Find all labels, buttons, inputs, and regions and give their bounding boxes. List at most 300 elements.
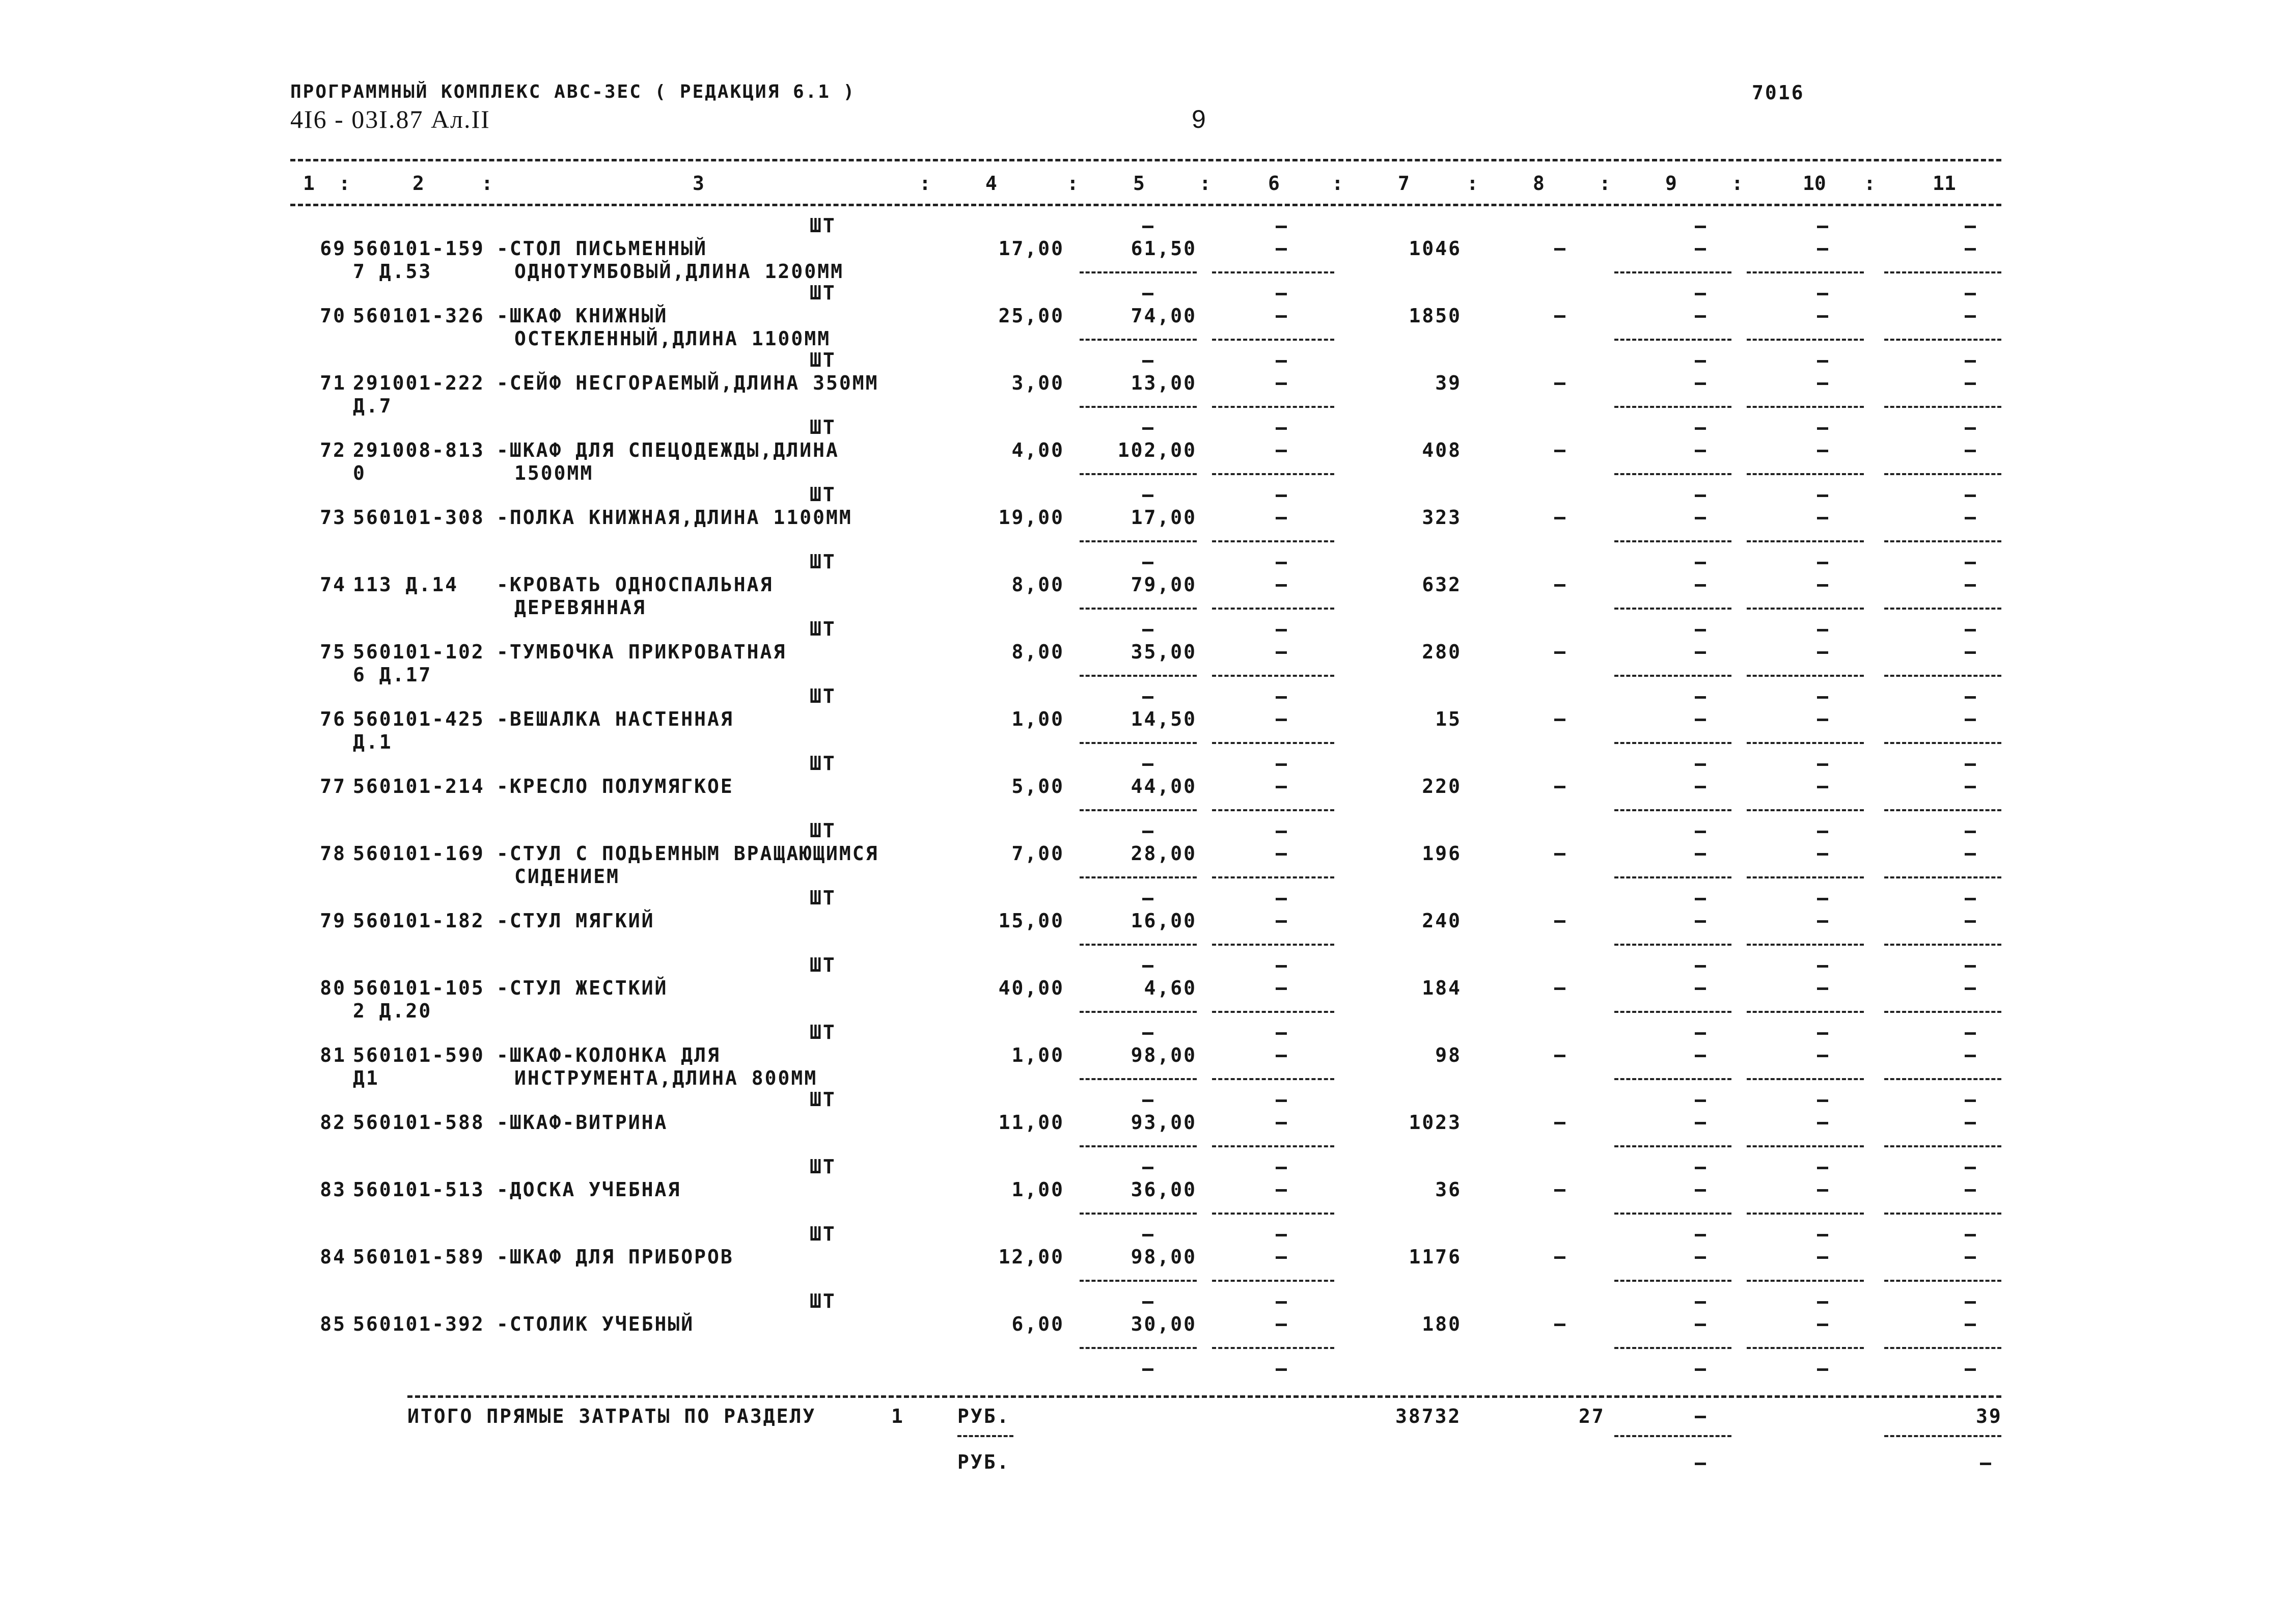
row-underline bbox=[1884, 876, 2001, 878]
empty-mark bbox=[1817, 1234, 1828, 1236]
row-underline bbox=[1747, 1145, 1864, 1147]
row-underline bbox=[1212, 675, 1334, 677]
total-cost: 15 bbox=[1435, 708, 1462, 730]
total-cost: 36 bbox=[1435, 1178, 1462, 1201]
row-underline bbox=[1884, 944, 2001, 946]
empty-mark bbox=[1276, 1234, 1287, 1236]
empty-mark bbox=[1965, 920, 1976, 923]
unit-price: 36,00 bbox=[1131, 1178, 1197, 1201]
empty-mark bbox=[1554, 920, 1565, 923]
unit-price: 93,00 bbox=[1131, 1111, 1197, 1134]
unit-label: ШТ bbox=[810, 819, 836, 842]
empty-mark bbox=[1276, 965, 1287, 968]
empty-mark bbox=[1276, 1055, 1287, 1057]
unit-label: ШТ bbox=[810, 1223, 836, 1245]
empty-mark bbox=[1695, 1099, 1706, 1102]
item-code: 560101-169 bbox=[353, 842, 485, 865]
empty-mark bbox=[1817, 1122, 1828, 1124]
empty-mark bbox=[1817, 719, 1828, 721]
row-number: 76 bbox=[320, 708, 346, 730]
row-underline bbox=[1080, 406, 1197, 408]
row-underline bbox=[1212, 944, 1334, 946]
empty-mark bbox=[1965, 562, 1976, 564]
empty-mark bbox=[1817, 1368, 1828, 1371]
row-underline bbox=[1747, 675, 1864, 677]
empty-mark bbox=[1965, 517, 1976, 519]
empty-mark bbox=[1965, 1122, 1976, 1124]
item-code: 560101-588 bbox=[353, 1111, 485, 1134]
row-underline bbox=[1614, 1011, 1731, 1013]
empty-mark bbox=[1817, 293, 1828, 295]
quantity: 19,00 bbox=[998, 506, 1064, 529]
empty-mark bbox=[1276, 763, 1287, 766]
unit-price: 44,00 bbox=[1131, 775, 1197, 797]
column-header-3: 3 bbox=[693, 172, 704, 195]
empty-mark bbox=[1276, 987, 1287, 990]
empty-mark bbox=[1817, 651, 1828, 654]
total-cost: 632 bbox=[1422, 573, 1462, 596]
unit-price: 74,00 bbox=[1131, 305, 1197, 327]
row-underline bbox=[1080, 339, 1197, 341]
empty-mark bbox=[1276, 293, 1287, 295]
quantity: 17,00 bbox=[998, 237, 1064, 260]
row-underline bbox=[1212, 1213, 1334, 1215]
item-name: -ВЕШАЛКА НАСТЕННАЯ bbox=[497, 708, 734, 730]
empty-mark bbox=[1817, 1167, 1828, 1169]
row-underline bbox=[1747, 1280, 1864, 1282]
empty-mark bbox=[1554, 1324, 1565, 1326]
empty-mark bbox=[1817, 584, 1828, 587]
header-rule-top bbox=[290, 159, 2001, 161]
empty-mark bbox=[1817, 831, 1828, 833]
empty-mark bbox=[1554, 382, 1565, 385]
empty-mark bbox=[1965, 987, 1976, 990]
row-underline bbox=[1614, 809, 1731, 811]
total-cost: 98 bbox=[1435, 1044, 1462, 1066]
unit-label: ШТ bbox=[810, 282, 836, 304]
row-underline bbox=[1212, 742, 1334, 744]
column-header-7: 7 bbox=[1398, 172, 1410, 195]
summary-unit-2: РУБ. bbox=[957, 1451, 1010, 1473]
row-underline bbox=[1080, 1145, 1197, 1147]
item-code-suffix: Д.7 bbox=[353, 395, 393, 417]
empty-mark bbox=[1965, 293, 1976, 295]
row-number: 70 bbox=[320, 305, 346, 327]
item-code: 560101-308 bbox=[353, 506, 485, 529]
empty-mark bbox=[1965, 382, 1976, 385]
empty-mark bbox=[1965, 1324, 1976, 1326]
empty-mark bbox=[1142, 696, 1153, 699]
empty-mark bbox=[1695, 831, 1706, 833]
empty-mark bbox=[1276, 898, 1287, 900]
unit-price: 16,00 bbox=[1131, 910, 1197, 932]
empty-mark bbox=[1695, 1368, 1706, 1371]
empty-mark bbox=[1142, 494, 1153, 497]
row-underline bbox=[1212, 809, 1334, 811]
empty-mark bbox=[1817, 226, 1828, 228]
total-cost: 220 bbox=[1422, 775, 1462, 797]
column-header-8: 8 bbox=[1533, 172, 1545, 195]
empty-mark bbox=[1965, 786, 1976, 788]
empty-mark bbox=[1554, 1189, 1565, 1192]
row-underline bbox=[1212, 1347, 1334, 1349]
empty-mark bbox=[1965, 1301, 1976, 1304]
empty-mark bbox=[1695, 517, 1706, 519]
row-underline bbox=[1614, 473, 1731, 475]
empty-mark bbox=[1276, 1368, 1287, 1371]
empty-mark bbox=[1965, 853, 1976, 856]
empty-mark bbox=[1965, 427, 1976, 430]
item-code: 560101-590 bbox=[353, 1044, 485, 1066]
row-underline bbox=[1747, 339, 1864, 341]
empty-mark bbox=[1142, 1167, 1153, 1169]
item-name-cont: СИДЕНИЕМ bbox=[514, 865, 620, 888]
unit-price: 98,00 bbox=[1131, 1044, 1197, 1066]
empty-mark bbox=[1965, 965, 1976, 968]
row-underline bbox=[1747, 473, 1864, 475]
summary-section: 1 bbox=[891, 1405, 904, 1427]
column-separator: : bbox=[919, 172, 931, 195]
item-name: -ТУМБОЧКА ПРИКРОВАТНАЯ bbox=[497, 641, 787, 663]
empty-mark bbox=[1142, 427, 1153, 430]
empty-mark bbox=[1276, 651, 1287, 654]
item-name-cont: ИНСТРУМЕНТА,ДЛИНА 800ММ bbox=[514, 1067, 818, 1089]
empty-mark bbox=[1554, 315, 1565, 318]
empty-mark bbox=[1817, 1055, 1828, 1057]
summary-col7: 38732 bbox=[1395, 1405, 1462, 1427]
row-underline bbox=[1080, 608, 1197, 610]
empty-mark bbox=[1695, 696, 1706, 699]
row-underline bbox=[1884, 608, 2001, 610]
document-code: 4I6 - 03I.87 Ал.II bbox=[290, 105, 490, 133]
empty-mark bbox=[1965, 360, 1976, 363]
row-underline bbox=[1212, 1078, 1334, 1080]
total-cost: 323 bbox=[1422, 506, 1462, 529]
empty-mark bbox=[1695, 651, 1706, 654]
row-underline bbox=[1884, 473, 2001, 475]
column-separator: : bbox=[1332, 172, 1343, 195]
quantity: 6,00 bbox=[1011, 1313, 1064, 1335]
empty-mark bbox=[1276, 450, 1287, 452]
empty-mark bbox=[1276, 920, 1287, 923]
empty-mark bbox=[1142, 898, 1153, 900]
empty-mark bbox=[1817, 898, 1828, 900]
empty-mark bbox=[1554, 1055, 1565, 1057]
unit-label: ШТ bbox=[810, 685, 836, 707]
empty-mark bbox=[1276, 1189, 1287, 1192]
quantity: 1,00 bbox=[1011, 1044, 1064, 1066]
item-code: 560101-182 bbox=[353, 910, 485, 932]
empty-mark bbox=[1554, 450, 1565, 452]
unit-price: 98,00 bbox=[1131, 1246, 1197, 1268]
row-underline bbox=[1614, 876, 1731, 878]
total-cost: 196 bbox=[1422, 842, 1462, 865]
unit-price: 28,00 bbox=[1131, 842, 1197, 865]
empty-mark bbox=[1965, 1189, 1976, 1192]
row-underline bbox=[1212, 1011, 1334, 1013]
empty-mark bbox=[1554, 1256, 1565, 1259]
empty-mark bbox=[1695, 965, 1706, 968]
empty-mark bbox=[1276, 1256, 1287, 1259]
empty-mark bbox=[1817, 382, 1828, 385]
total-cost: 180 bbox=[1422, 1313, 1462, 1335]
empty-mark bbox=[1554, 987, 1565, 990]
item-code: 560101-392 bbox=[353, 1313, 485, 1335]
column-header-10: 10 bbox=[1803, 172, 1826, 195]
empty-mark bbox=[1965, 1032, 1976, 1035]
empty-mark bbox=[1965, 248, 1976, 251]
empty-mark bbox=[1276, 1122, 1287, 1124]
empty-mark bbox=[1817, 696, 1828, 699]
empty-mark bbox=[1817, 494, 1828, 497]
column-separator: : bbox=[1067, 172, 1079, 195]
empty-mark bbox=[1817, 1256, 1828, 1259]
item-code: 560101-105 bbox=[353, 977, 485, 999]
unit-price: 17,00 bbox=[1131, 506, 1197, 529]
empty-mark bbox=[1817, 315, 1828, 318]
unit-label: ШТ bbox=[810, 483, 836, 506]
row-underline bbox=[1212, 473, 1334, 475]
empty-mark bbox=[1276, 382, 1287, 385]
empty-mark bbox=[1142, 831, 1153, 833]
empty-mark bbox=[1276, 719, 1287, 721]
row-number: 71 bbox=[320, 372, 346, 394]
empty-mark bbox=[1142, 1234, 1153, 1236]
empty-mark bbox=[1276, 1324, 1287, 1326]
empty-mark bbox=[1554, 517, 1565, 519]
column-header-2: 2 bbox=[412, 172, 424, 195]
row-underline bbox=[1614, 1078, 1731, 1080]
empty-mark bbox=[1695, 1032, 1706, 1035]
row-underline bbox=[1747, 271, 1864, 273]
empty-mark bbox=[1965, 696, 1976, 699]
unit-label: ШТ bbox=[810, 550, 836, 573]
summary-col11: 39 bbox=[1976, 1405, 2002, 1427]
row-underline bbox=[1080, 473, 1197, 475]
unit-label: ШТ bbox=[810, 954, 836, 976]
row-underline bbox=[1080, 271, 1197, 273]
empty-mark bbox=[1695, 1055, 1706, 1057]
item-name: -ШКАФ ДЛЯ СПЕЦОДЕЖДЫ,ДЛИНА bbox=[497, 439, 839, 461]
row-underline bbox=[1884, 1078, 2001, 1080]
item-code-suffix: Д1 bbox=[353, 1067, 379, 1089]
quantity: 25,00 bbox=[998, 305, 1064, 327]
empty-mark bbox=[1276, 1032, 1287, 1035]
empty-mark bbox=[1695, 450, 1706, 452]
item-name: -ШКАФ ДЛЯ ПРИБОРОВ bbox=[497, 1246, 734, 1268]
item-name-cont: ДЕРЕВЯННАЯ bbox=[514, 596, 646, 619]
empty-mark bbox=[1965, 629, 1976, 631]
empty-mark bbox=[1554, 786, 1565, 788]
unit-label: ШТ bbox=[810, 887, 836, 909]
quantity: 5,00 bbox=[1011, 775, 1064, 797]
row-underline bbox=[1884, 406, 2001, 408]
empty-mark bbox=[1695, 1189, 1706, 1192]
column-header-1: 1 bbox=[303, 172, 315, 195]
empty-mark bbox=[1817, 786, 1828, 788]
item-code: 291008-813 bbox=[353, 439, 485, 461]
row-underline bbox=[1747, 1213, 1864, 1215]
row-underline bbox=[1212, 608, 1334, 610]
row-underline bbox=[1747, 1078, 1864, 1080]
total-cost: 1850 bbox=[1409, 305, 1462, 327]
total-cost: 39 bbox=[1435, 372, 1462, 394]
empty-mark bbox=[1817, 920, 1828, 923]
empty-mark bbox=[1142, 360, 1153, 363]
empty-mark bbox=[1276, 1099, 1287, 1102]
row-underline bbox=[1614, 742, 1731, 744]
quantity: 4,00 bbox=[1011, 439, 1064, 461]
column-separator: : bbox=[1467, 172, 1478, 195]
empty-mark bbox=[1965, 450, 1976, 452]
row-underline bbox=[1080, 540, 1197, 542]
empty-mark bbox=[1695, 1301, 1706, 1304]
row-underline bbox=[1614, 1145, 1731, 1147]
row-underline bbox=[1884, 540, 2001, 542]
empty-mark bbox=[1554, 1122, 1565, 1124]
row-underline bbox=[1884, 1145, 2001, 1147]
empty-mark bbox=[1554, 853, 1565, 856]
empty-mark bbox=[1276, 494, 1287, 497]
row-underline bbox=[1212, 271, 1334, 273]
item-name-cont: ОСТЕКЛЕННЫЙ,ДЛИНА 1100ММ bbox=[514, 327, 831, 350]
item-code: 560101-214 bbox=[353, 775, 485, 797]
column-separator: : bbox=[1731, 172, 1743, 195]
empty-mark bbox=[1142, 1368, 1153, 1371]
row-underline bbox=[1884, 1213, 2001, 1215]
empty-mark bbox=[1142, 1301, 1153, 1304]
row-underline bbox=[1614, 1213, 1731, 1215]
empty-mark bbox=[1817, 562, 1828, 564]
empty-mark bbox=[1554, 584, 1565, 587]
empty-mark bbox=[1276, 517, 1287, 519]
empty-mark bbox=[1965, 1167, 1976, 1169]
item-name: -КРОВАТЬ ОДНОСПАЛЬНАЯ bbox=[497, 573, 774, 596]
empty-mark bbox=[1142, 562, 1153, 564]
item-name: -ПОЛКА КНИЖНАЯ,ДЛИНА 1100ММ bbox=[497, 506, 852, 529]
empty-mark bbox=[1276, 1301, 1287, 1304]
empty-mark bbox=[1276, 315, 1287, 318]
empty-mark bbox=[1276, 853, 1287, 856]
summary-underline-11 bbox=[1884, 1435, 2001, 1437]
row-number: 77 bbox=[320, 775, 346, 797]
row-underline bbox=[1080, 944, 1197, 946]
empty-mark bbox=[1554, 248, 1565, 251]
row-number: 80 bbox=[320, 977, 346, 999]
empty-mark bbox=[1817, 987, 1828, 990]
total-cost: 1046 bbox=[1409, 237, 1462, 260]
empty-mark bbox=[1695, 763, 1706, 766]
empty-mark bbox=[1695, 786, 1706, 788]
item-name: -СТОЛ ПИСЬМЕННЫЙ bbox=[497, 237, 708, 260]
empty-mark bbox=[1276, 696, 1287, 699]
empty-mark bbox=[1817, 1324, 1828, 1326]
quantity: 1,00 bbox=[1011, 1178, 1064, 1201]
item-code: 560101-513 bbox=[353, 1178, 485, 1201]
unit-price: 35,00 bbox=[1131, 641, 1197, 663]
quantity: 8,00 bbox=[1011, 641, 1064, 663]
empty-mark bbox=[1695, 987, 1706, 990]
empty-mark bbox=[1695, 226, 1706, 228]
empty-mark bbox=[1276, 629, 1287, 631]
unit-price: 13,00 bbox=[1131, 372, 1197, 394]
empty-mark bbox=[1276, 831, 1287, 833]
empty-mark bbox=[1817, 427, 1828, 430]
summary-underline-9 bbox=[1614, 1435, 1731, 1437]
row-number: 72 bbox=[320, 439, 346, 461]
row-number: 82 bbox=[320, 1111, 346, 1134]
program-title: ПРОГРАММНЫЙ КОМПЛЕКС АВС-ЗЕС ( РЕДАКЦИЯ 6.1 ) bbox=[290, 81, 856, 102]
row-underline bbox=[1614, 1347, 1731, 1349]
unit-price: 14,50 bbox=[1131, 708, 1197, 730]
empty-mark bbox=[1965, 1234, 1976, 1236]
column-separator: : bbox=[1599, 172, 1611, 195]
empty-mark bbox=[1965, 651, 1976, 654]
row-underline bbox=[1747, 944, 1864, 946]
summary-rule bbox=[407, 1395, 2001, 1398]
row-underline bbox=[1080, 809, 1197, 811]
row-underline bbox=[1212, 406, 1334, 408]
unit-label: ШТ bbox=[810, 214, 836, 237]
empty-mark bbox=[1965, 831, 1976, 833]
empty-mark bbox=[1817, 853, 1828, 856]
row-underline bbox=[1080, 876, 1197, 878]
unit-price: 79,00 bbox=[1131, 573, 1197, 596]
header-rule-bottom bbox=[290, 204, 2001, 206]
empty-mark bbox=[1142, 1032, 1153, 1035]
unit-label: ШТ bbox=[810, 349, 836, 371]
item-name: -СТУЛ МЯГКИЙ bbox=[497, 910, 655, 932]
empty-mark bbox=[1965, 1368, 1976, 1371]
total-cost: 408 bbox=[1422, 439, 1462, 461]
item-name: -ШКАФ-КОЛОНКА ДЛЯ bbox=[497, 1044, 721, 1066]
quantity: 3,00 bbox=[1011, 372, 1064, 394]
row-underline bbox=[1614, 944, 1731, 946]
empty-mark bbox=[1276, 1167, 1287, 1169]
item-name: -ШКАФ-ВИТРИНА bbox=[497, 1111, 668, 1134]
summary-unit: РУБ. bbox=[957, 1405, 1010, 1427]
row-underline bbox=[1080, 1078, 1197, 1080]
empty-mark bbox=[1276, 786, 1287, 788]
item-name: -КРЕСЛО ПОЛУМЯГКОЕ bbox=[497, 775, 734, 797]
quantity: 11,00 bbox=[998, 1111, 1064, 1134]
row-underline bbox=[1212, 339, 1334, 341]
row-number: 69 bbox=[320, 237, 346, 260]
empty-mark bbox=[1695, 562, 1706, 564]
row-underline bbox=[1747, 540, 1864, 542]
empty-mark bbox=[1817, 1189, 1828, 1192]
empty-mark bbox=[1965, 719, 1976, 721]
unit-label: ШТ bbox=[810, 1155, 836, 1178]
empty-mark bbox=[1817, 248, 1828, 251]
row-underline bbox=[1614, 339, 1731, 341]
item-name: -СТОЛИК УЧЕБНЫЙ bbox=[497, 1313, 695, 1335]
item-code: 560101-326 bbox=[353, 305, 485, 327]
row-number: 81 bbox=[320, 1044, 346, 1066]
empty-mark bbox=[1817, 763, 1828, 766]
empty-mark bbox=[1965, 494, 1976, 497]
total-cost: 1176 bbox=[1409, 1246, 1462, 1268]
item-code: 560101-102 bbox=[353, 641, 485, 663]
item-name: -СЕЙФ НЕСГОРАЕМЫЙ,ДЛИНА 350ММ bbox=[497, 372, 879, 394]
item-code: 560101-159 bbox=[353, 237, 485, 260]
empty-mark bbox=[1554, 719, 1565, 721]
row-number: 73 bbox=[320, 506, 346, 529]
empty-mark bbox=[1965, 1099, 1976, 1102]
empty-mark bbox=[1142, 226, 1153, 228]
empty-mark bbox=[1965, 1055, 1976, 1057]
row-underline bbox=[1080, 1347, 1197, 1349]
